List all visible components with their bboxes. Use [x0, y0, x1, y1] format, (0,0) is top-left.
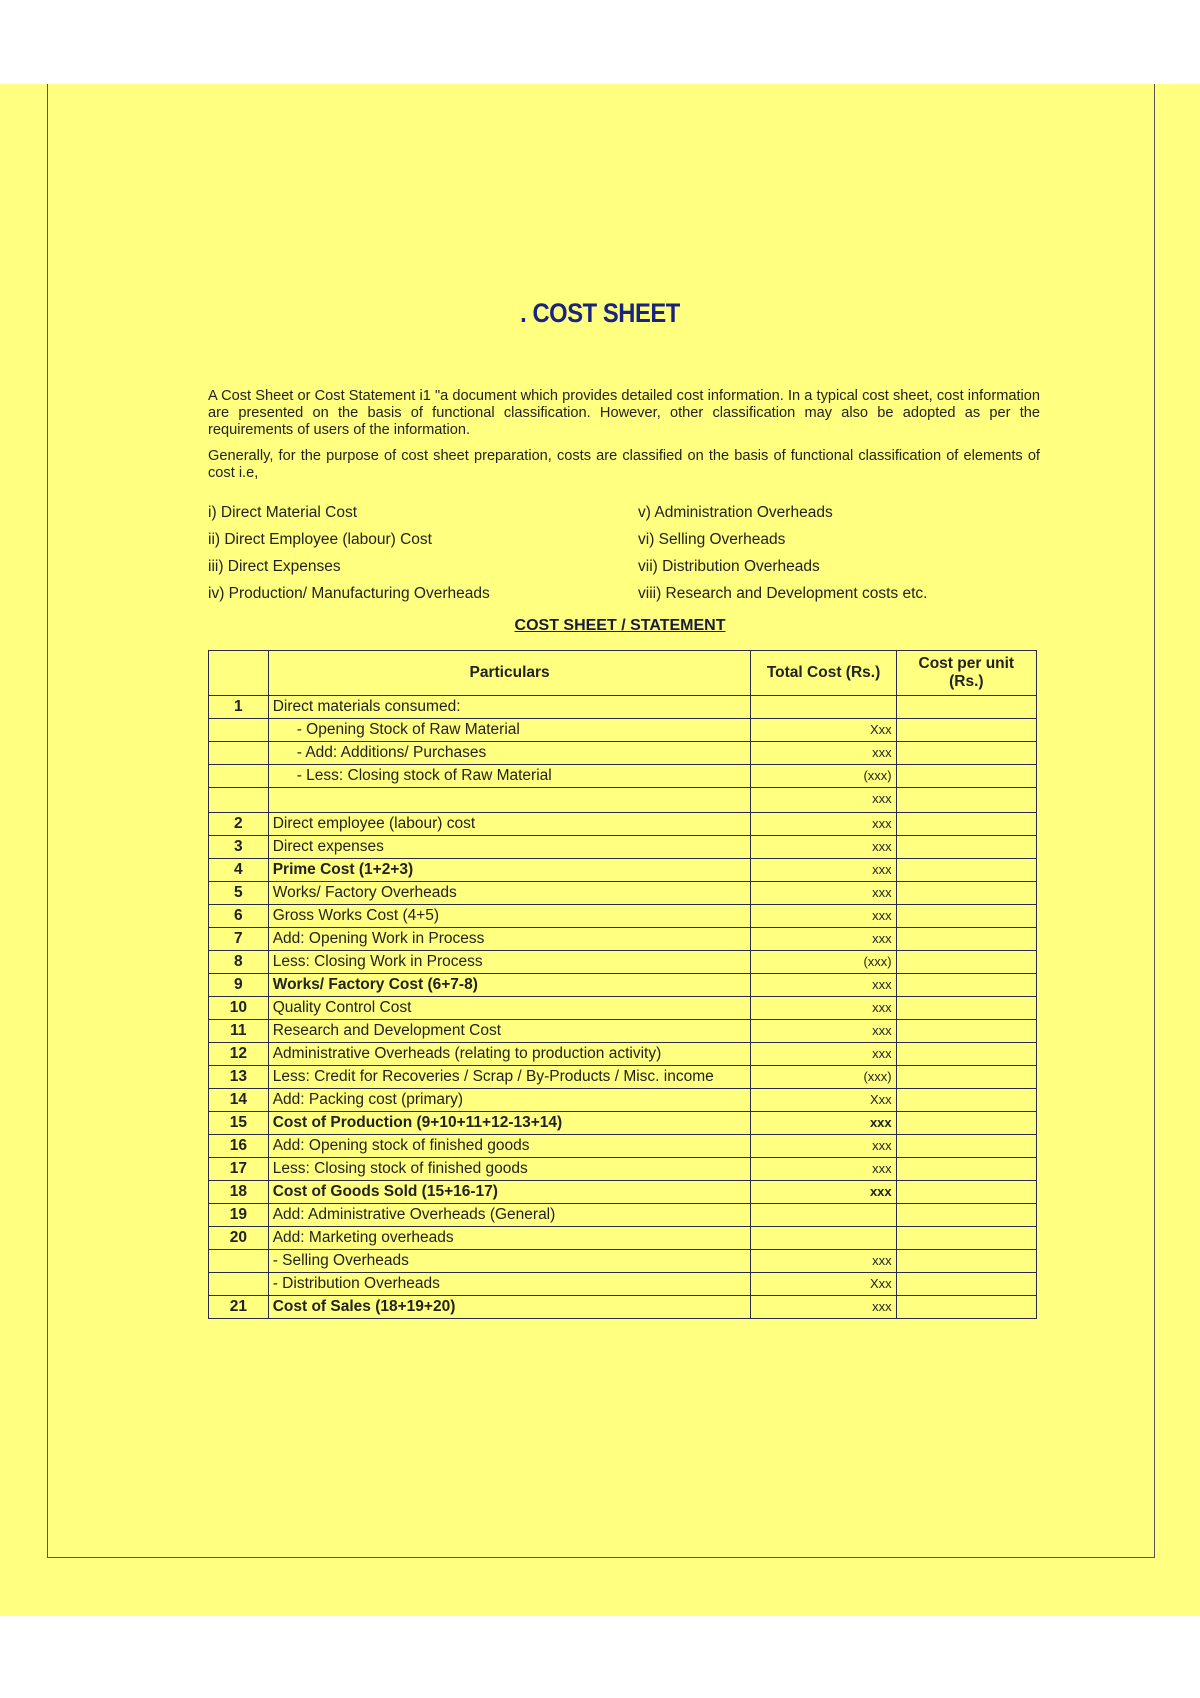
row-total-cost: xxx [751, 1296, 896, 1319]
row-cost-per-unit [896, 1181, 1036, 1204]
row-number: 3 [209, 836, 269, 859]
table-row [209, 1158, 1037, 1181]
row-particular: Works/ Factory Overheads [268, 882, 751, 905]
row-total-cost: xxx [751, 1043, 896, 1066]
table-row [209, 742, 1037, 765]
row-number: 18 [209, 1181, 269, 1204]
element-item: vii) Distribution Overheads [638, 558, 820, 575]
row-particular: - Opening Stock of Raw Material [268, 719, 751, 742]
row-number: 14 [209, 1089, 269, 1112]
element-item: i) Direct Material Cost [208, 504, 357, 521]
row-number: 5 [209, 882, 269, 905]
row-cost-per-unit [896, 1020, 1036, 1043]
row-particular: Direct expenses [268, 836, 751, 859]
row-total-cost: Xxx [751, 1273, 896, 1296]
row-particular: Works/ Factory Cost (6+7-8) [268, 974, 751, 997]
table-row [209, 974, 1037, 997]
table-row [209, 1296, 1037, 1319]
row-particular: Add: Marketing overheads [268, 1227, 751, 1250]
row-cost-per-unit [896, 765, 1036, 788]
table-row [209, 905, 1037, 928]
row-number: 20 [209, 1227, 269, 1250]
row-cost-per-unit [896, 1043, 1036, 1066]
row-total-cost: xxx [751, 1112, 896, 1135]
row-cost-per-unit [896, 1066, 1036, 1089]
row-particular: - Distribution Overheads [268, 1273, 751, 1296]
row-cost-per-unit [896, 696, 1036, 719]
row-number: 2 [209, 813, 269, 836]
intro-paragraph-2: Generally, for the purpose of cost sheet preparation, costs are classified on the basis of functional classification of elements of cost i.e, [208, 448, 1040, 481]
row-cost-per-unit [896, 1112, 1036, 1135]
row-cost-per-unit [896, 719, 1036, 742]
row-number [209, 788, 269, 813]
row-particular: Quality Control Cost [268, 997, 751, 1020]
row-total-cost [751, 1227, 896, 1250]
header-number [209, 651, 269, 696]
table-row [209, 1181, 1037, 1204]
row-cost-per-unit [896, 742, 1036, 765]
row-particular: Cost of Production (9+10+11+12-13+14) [268, 1112, 751, 1135]
row-total-cost: xxx [751, 928, 896, 951]
row-cost-per-unit [896, 1250, 1036, 1273]
row-number: 21 [209, 1296, 269, 1319]
row-number: 17 [209, 1158, 269, 1181]
row-particular: Add: Packing cost (primary) [268, 1089, 751, 1112]
row-particular: Gross Works Cost (4+5) [268, 905, 751, 928]
header-cost-per-unit: Cost per unit (Rs.) [896, 651, 1036, 696]
row-total-cost: Xxx [751, 719, 896, 742]
row-number [209, 765, 269, 788]
header-total-cost: Total Cost (Rs.) [751, 651, 896, 696]
row-particular: Administrative Overheads (relating to production activity) [268, 1043, 751, 1066]
row-cost-per-unit [896, 1158, 1036, 1181]
row-particular: - Selling Overheads [268, 1250, 751, 1273]
element-item: viii) Research and Development costs etc. [638, 585, 928, 602]
table-row [209, 1204, 1037, 1227]
table-row [209, 1020, 1037, 1043]
header-particulars: Particulars [268, 651, 751, 696]
row-cost-per-unit [896, 813, 1036, 836]
row-total-cost: xxx [751, 742, 896, 765]
row-particular: Cost of Goods Sold (15+16-17) [268, 1181, 751, 1204]
intro-paragraph-1: A Cost Sheet or Cost Statement i1 "a document which provides detailed cost information. In a typical cost sheet, cost information are presented on the basis of functional classification. However, other classification may also be adopted as per the requirements of users of the information. [208, 388, 1040, 438]
table-row [209, 951, 1037, 974]
row-number: 19 [209, 1204, 269, 1227]
page-title: . COST SHEET [520, 298, 680, 328]
table-row [209, 997, 1037, 1020]
row-cost-per-unit [896, 1204, 1036, 1227]
row-total-cost: xxx [751, 1020, 896, 1043]
intro-text [208, 388, 1040, 491]
row-total-cost: xxx [751, 905, 896, 928]
row-number: 9 [209, 974, 269, 997]
element-item: v) Administration Overheads [638, 504, 833, 521]
row-particular: Less: Closing Work in Process [268, 951, 751, 974]
row-particular: Less: Credit for Recoveries / Scrap / By-Products / Misc. income [268, 1066, 751, 1089]
row-total-cost [751, 1204, 896, 1227]
row-cost-per-unit [896, 1227, 1036, 1250]
row-total-cost: Xxx [751, 1089, 896, 1112]
row-particular: - Less: Closing stock of Raw Material [268, 765, 751, 788]
table-body [209, 696, 1037, 1319]
table-row [209, 882, 1037, 905]
row-number: 7 [209, 928, 269, 951]
row-total-cost: xxx [751, 1250, 896, 1273]
row-total-cost: xxx [751, 974, 896, 997]
row-number: 10 [209, 997, 269, 1020]
element-item: iii) Direct Expenses [208, 558, 341, 575]
row-total-cost: (xxx) [751, 765, 896, 788]
row-cost-per-unit [896, 882, 1036, 905]
row-particular: Direct materials consumed: [268, 696, 751, 719]
element-item: iv) Production/ Manufacturing Overheads [208, 585, 490, 602]
element-item: vi) Selling Overheads [638, 531, 786, 548]
row-particular: Cost of Sales (18+19+20) [268, 1296, 751, 1319]
row-cost-per-unit [896, 997, 1036, 1020]
row-total-cost: xxx [751, 836, 896, 859]
row-cost-per-unit [896, 788, 1036, 813]
row-cost-per-unit [896, 836, 1036, 859]
table-row [209, 1043, 1037, 1066]
row-number [209, 1250, 269, 1273]
row-total-cost: xxx [751, 997, 896, 1020]
table-row [209, 719, 1037, 742]
row-number [209, 742, 269, 765]
row-cost-per-unit [896, 951, 1036, 974]
row-cost-per-unit [896, 859, 1036, 882]
row-number: 12 [209, 1043, 269, 1066]
row-number: 11 [209, 1020, 269, 1043]
row-total-cost: xxx [751, 1158, 896, 1181]
row-particular: Add: Administrative Overheads (General) [268, 1204, 751, 1227]
table-row [209, 928, 1037, 951]
row-total-cost [751, 696, 896, 719]
row-total-cost: xxx [751, 882, 896, 905]
row-number [209, 719, 269, 742]
row-particular: Prime Cost (1+2+3) [268, 859, 751, 882]
row-cost-per-unit [896, 974, 1036, 997]
row-particular: Direct employee (labour) cost [268, 813, 751, 836]
row-number: 4 [209, 859, 269, 882]
row-number [209, 1273, 269, 1296]
table-row [209, 1250, 1037, 1273]
row-particular: Less: Closing stock of finished goods [268, 1158, 751, 1181]
row-total-cost: (xxx) [751, 951, 896, 974]
row-number: 1 [209, 696, 269, 719]
element-item: ii) Direct Employee (labour) Cost [208, 531, 432, 548]
row-particular: Add: Opening Work in Process [268, 928, 751, 951]
row-cost-per-unit [896, 1273, 1036, 1296]
table-row [209, 696, 1037, 719]
row-number: 13 [209, 1066, 269, 1089]
table-row [209, 1135, 1037, 1158]
table-row [209, 1066, 1037, 1089]
row-total-cost: xxx [751, 813, 896, 836]
row-particular: Add: Opening stock of finished goods [268, 1135, 751, 1158]
row-number: 16 [209, 1135, 269, 1158]
row-total-cost: xxx [751, 859, 896, 882]
row-particular: - Add: Additions/ Purchases [268, 742, 751, 765]
row-cost-per-unit [896, 928, 1036, 951]
table-row [209, 1273, 1037, 1296]
row-cost-per-unit [896, 1296, 1036, 1319]
row-cost-per-unit [896, 905, 1036, 928]
cost-sheet-table [208, 650, 1037, 1319]
table-row [209, 1089, 1037, 1112]
row-total-cost: xxx [751, 1135, 896, 1158]
table-row [209, 788, 1037, 813]
row-total-cost: (xxx) [751, 1066, 896, 1089]
row-number: 6 [209, 905, 269, 928]
table-row [209, 836, 1037, 859]
table-row [209, 859, 1037, 882]
row-particular [268, 788, 751, 813]
row-total-cost: xxx [751, 788, 896, 813]
row-particular: Research and Development Cost [268, 1020, 751, 1043]
row-cost-per-unit [896, 1089, 1036, 1112]
table-row [209, 1112, 1037, 1135]
row-cost-per-unit [896, 1135, 1036, 1158]
table-title: COST SHEET / STATEMENT [514, 617, 726, 634]
row-number: 8 [209, 951, 269, 974]
table-row [209, 1227, 1037, 1250]
row-number: 15 [209, 1112, 269, 1135]
table-header-row [209, 651, 1037, 696]
table-row [209, 813, 1037, 836]
table-row [209, 765, 1037, 788]
row-total-cost: xxx [751, 1181, 896, 1204]
